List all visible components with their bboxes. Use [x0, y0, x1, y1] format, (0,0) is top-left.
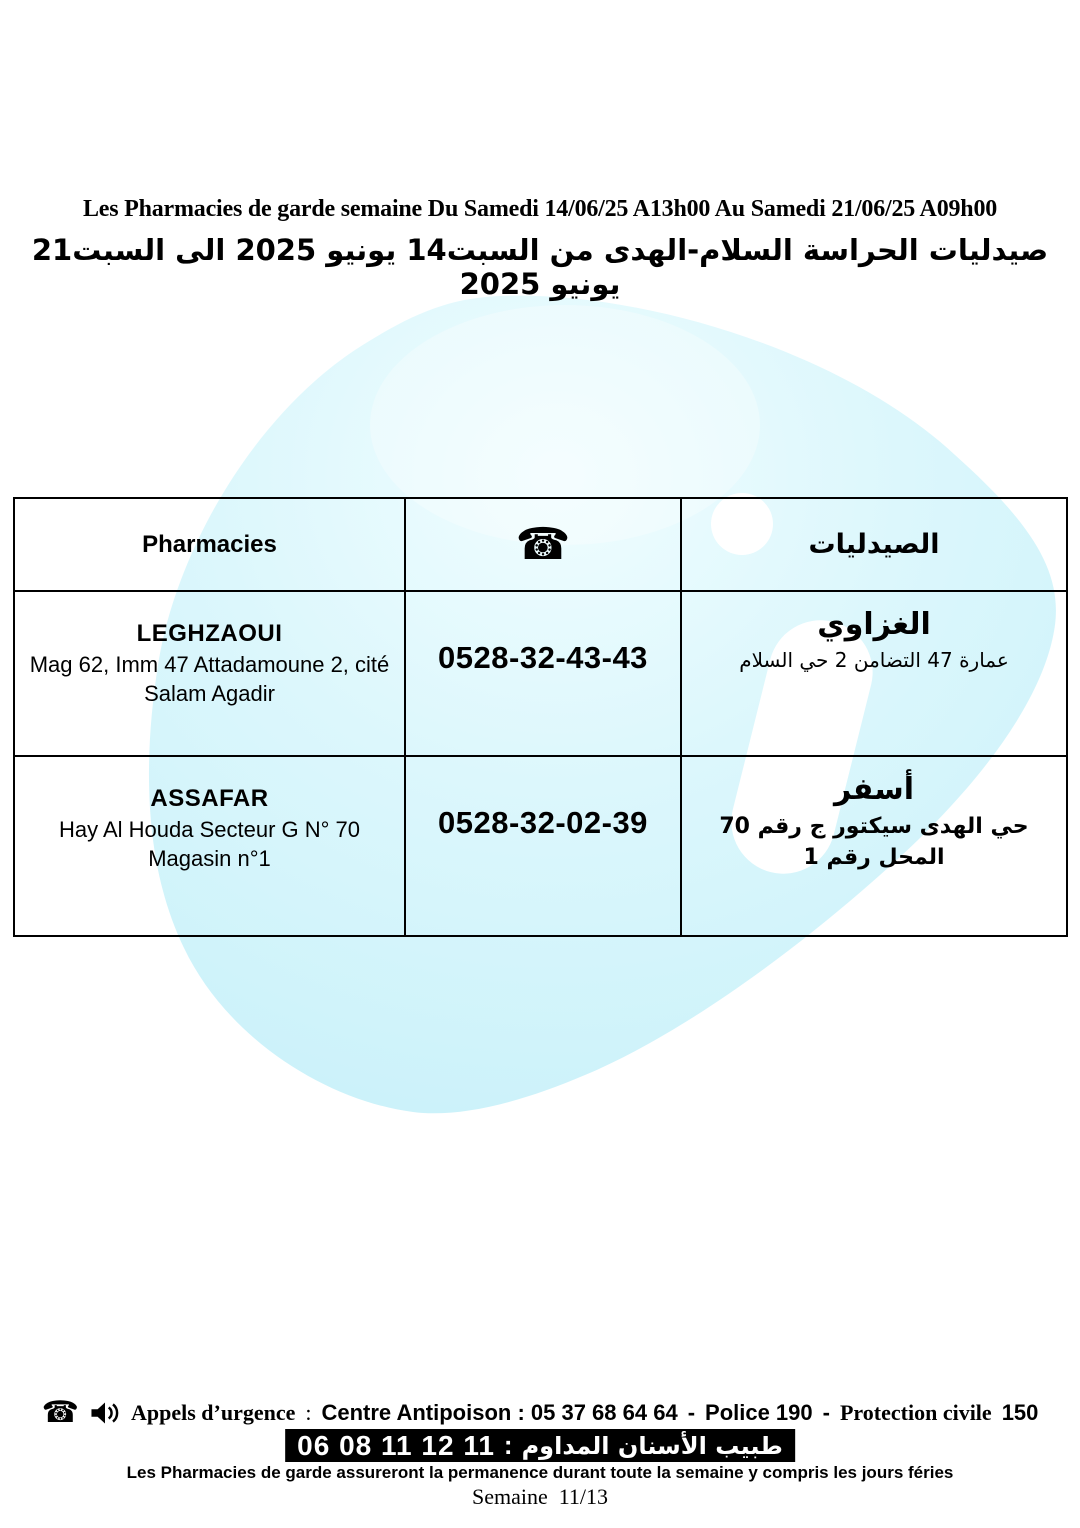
pharmacy-address-fr: Hay Al Houda Secteur G N° 70 Magasin n°1 [58, 817, 361, 871]
pharmacy-phone: 0528-32-02-39 [405, 756, 681, 936]
pharmacy-name-fr: LEGHZAOUI [136, 620, 283, 647]
telephone-icon: ☎ [41, 1395, 79, 1430]
dentist-on-duty-banner [285, 1429, 795, 1462]
emergency-label: Appels d’urgence [130, 1400, 296, 1425]
speaker-icon [89, 1400, 121, 1426]
permanence-note: Les Pharmacies de garde assureront la permanence durant toute la semaine y compris les jours féries [126, 1463, 954, 1482]
document-title-fr: Les Pharmacies de garde semaine Du Samedi 14/06/25 A13h00 Au Samedi 21/06/25 A09h00 [82, 196, 998, 222]
pharmacy-phone: 0528-32-43-43 [405, 591, 681, 756]
police-number: Police 190 [705, 1400, 813, 1425]
phone-icon: ☎ [515, 518, 571, 570]
table-row [14, 756, 1067, 936]
table-row [14, 591, 1067, 756]
dash: - [687, 1400, 696, 1425]
header-phone-column [405, 498, 681, 591]
header-pharmacies-fr: Pharmacies [14, 498, 405, 591]
pharmacy-name-ar: أسفر [833, 772, 915, 807]
week-page-number: Semaine 11/13 [471, 1484, 609, 1509]
pharmacy-cell-fr [14, 591, 405, 756]
dentist-banner-label-ar: طبيب الأسنان المداوم [521, 1431, 783, 1460]
civil-protection-label: Protection civile [839, 1400, 992, 1425]
pharmacy-address-ar: عمارة 47 التضامن 2 حي السلام [739, 647, 1009, 672]
civil-protection-number: 150 [1001, 1400, 1039, 1425]
pharmacy-address-ar: حي الهدى سيكتور ج رقم 70 المحل رقم 1 [719, 813, 1029, 871]
dentist-banner-separator: : [503, 1430, 513, 1460]
pharmacy-table [13, 497, 1068, 937]
pharmacy-name-ar: الغزاوي [817, 607, 931, 642]
dentist-phone-number: 06 08 11 12 11 [297, 1429, 495, 1461]
dash: - [822, 1400, 830, 1425]
pharmacy-cell-ar [681, 591, 1067, 756]
pharmacy-address-fr: Mag 62, Imm 47 Attadamoune 2, cité Salam Agadir [29, 652, 390, 706]
table-header-row [14, 498, 1067, 591]
emergency-contacts-line [0, 1395, 1080, 1430]
antipoison-center-number: Centre Antipoison : 05 37 68 64 64 [321, 1400, 678, 1425]
pharmacy-cell-ar [681, 756, 1067, 936]
emergency-separator: : [305, 1400, 312, 1425]
document-title-ar: صيدليات الحراسة السلام-الهدى من السبت14 يونيو 2025 الى السبت21 يونيو 2025 [31, 233, 1049, 301]
header-pharmacies-ar: الصيدليات [681, 498, 1067, 591]
pharmacy-name-fr: ASSAFAR [150, 785, 269, 812]
pharmacy-cell-fr [14, 756, 405, 936]
